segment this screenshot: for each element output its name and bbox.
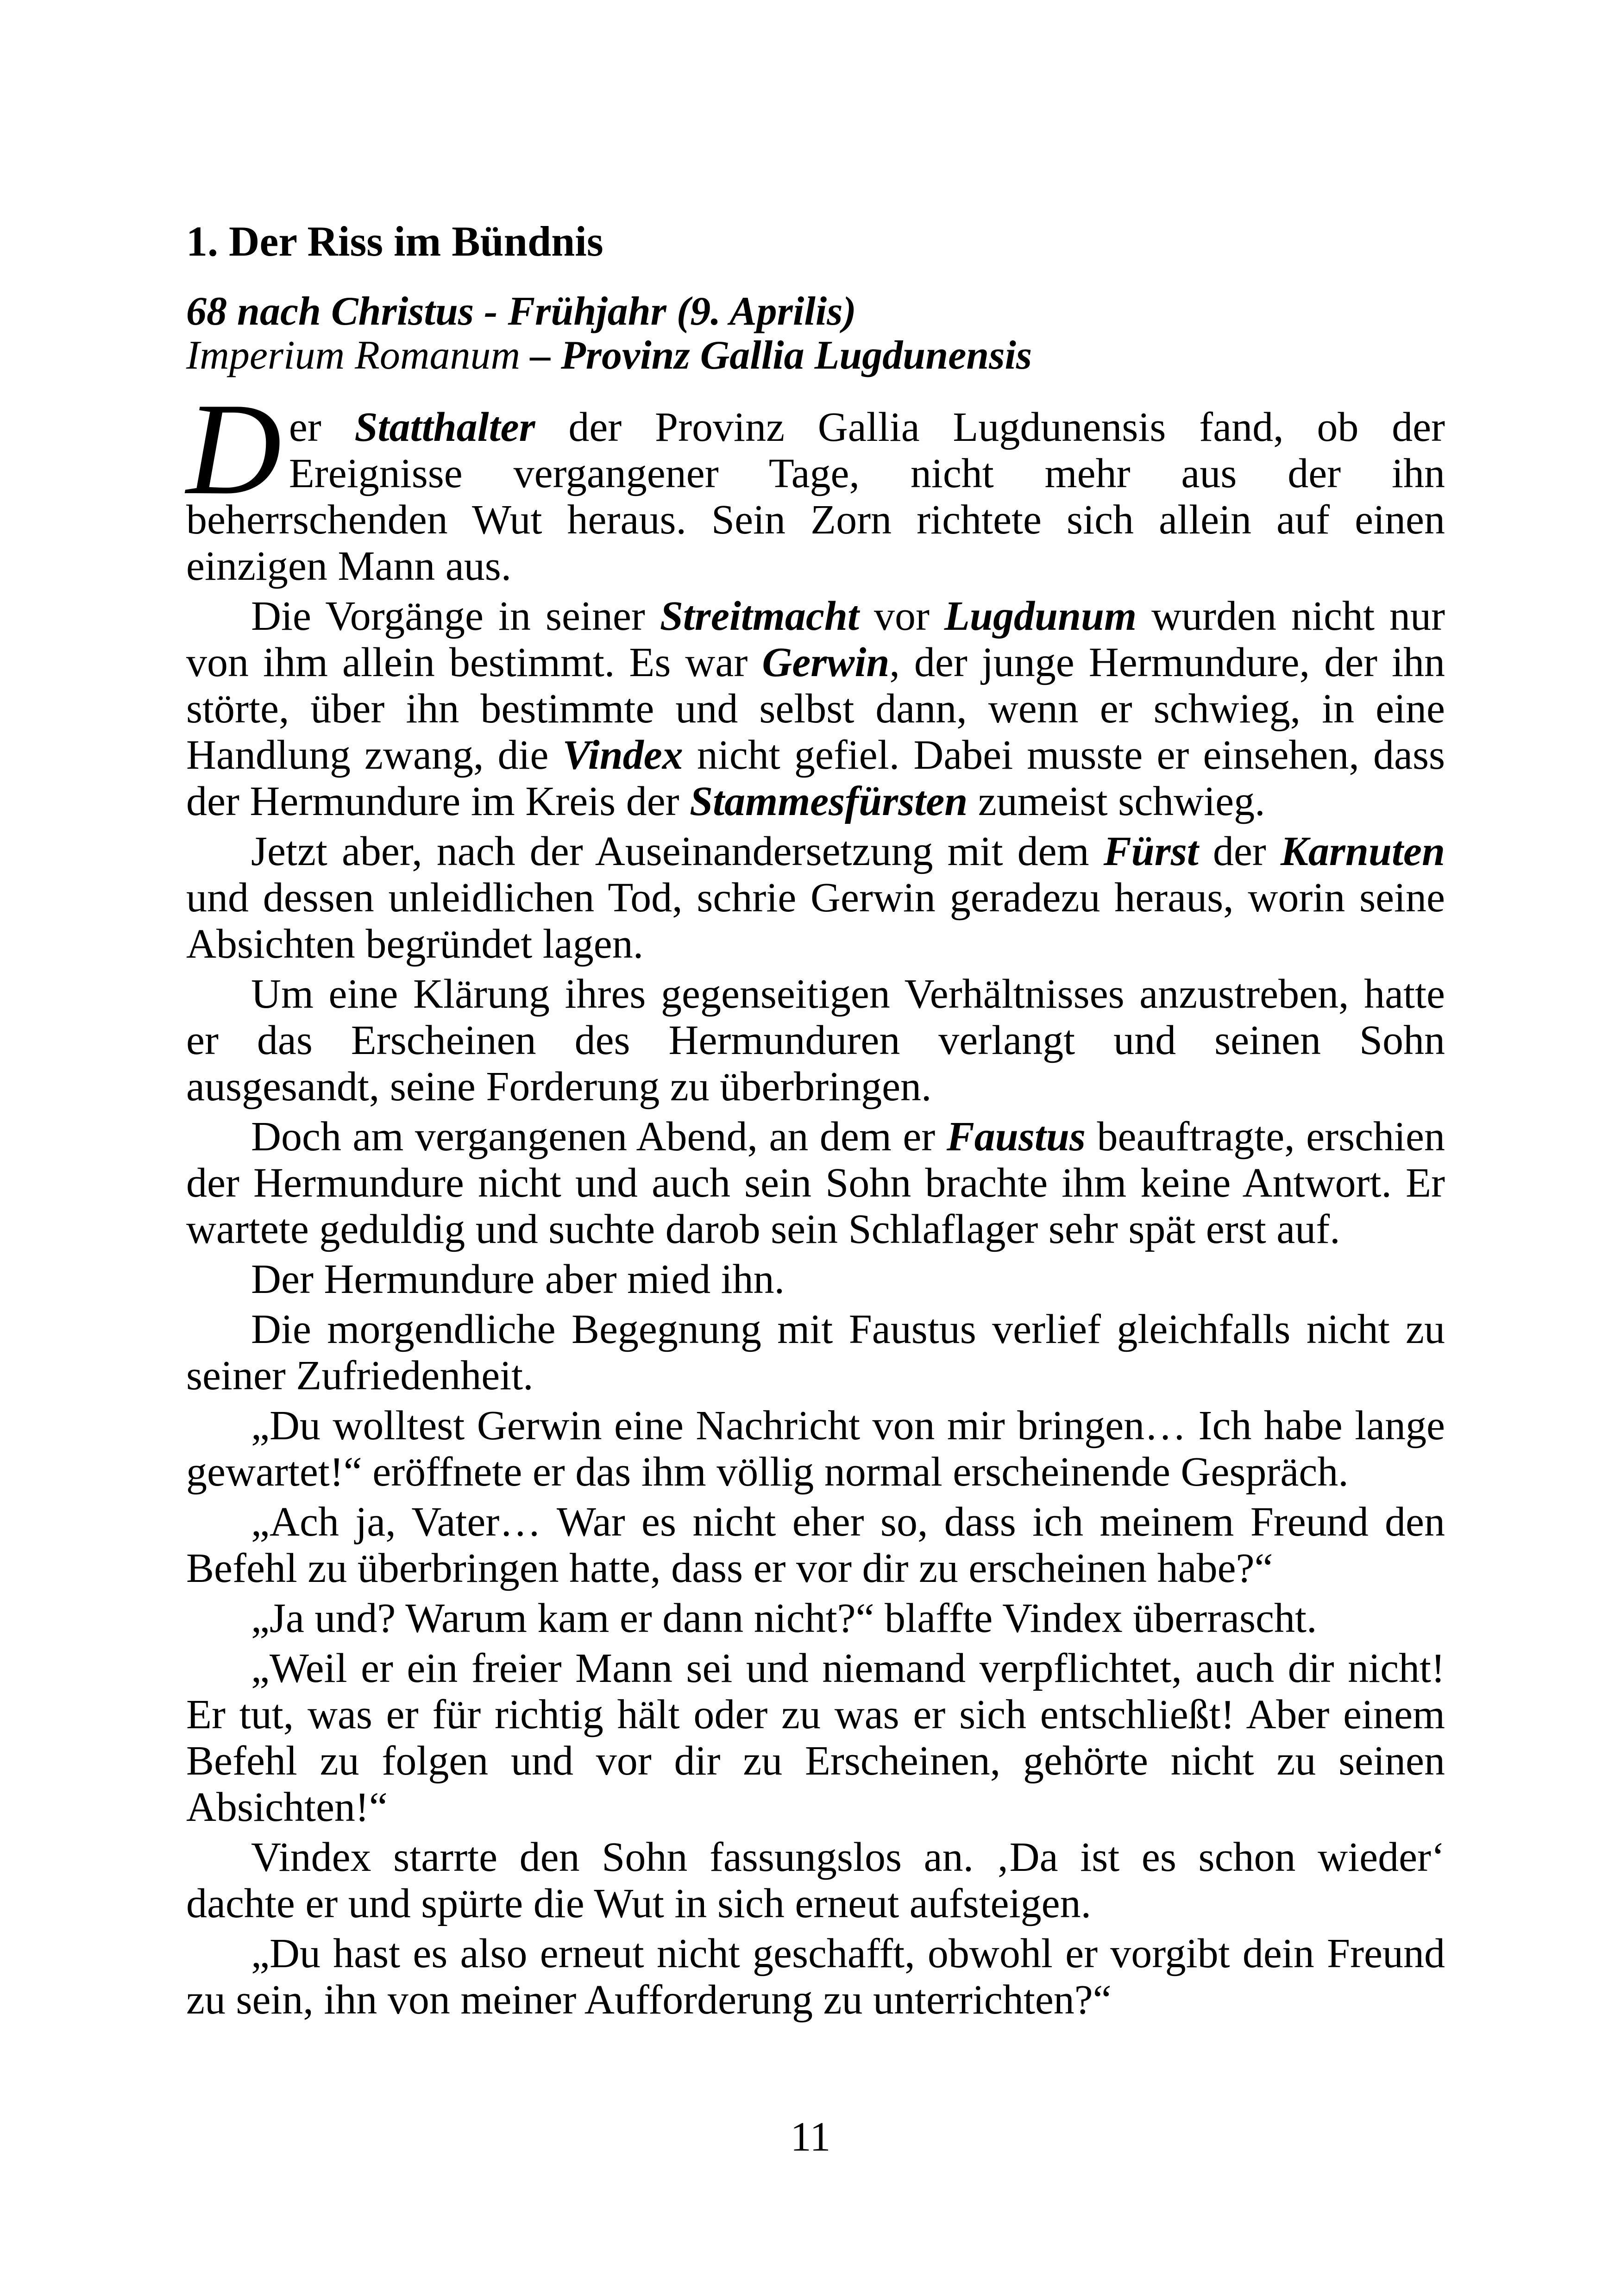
text-segment: wartete geduldig und suchte darob sein Schlaflager sehr spät erst auf. xyxy=(186,1206,1340,1252)
paragraph xyxy=(186,971,1445,1110)
text-line xyxy=(186,1449,1445,1495)
text-line xyxy=(186,1931,1445,1977)
text-segment: Jetzt aber, nach der Auseinandersetzung mit dem xyxy=(251,828,1104,874)
subtitle-place-regular: Imperium Romanum xyxy=(186,333,521,378)
text-segment: Die morgendliche Begegnung mit Faustus verlief gleichfalls nicht zu xyxy=(251,1306,1445,1352)
text-segment: Befehl zu überbringen hatte, dass er vor dir zu erscheinen habe?“ xyxy=(186,1545,1273,1591)
emphasized-text: Faustus xyxy=(946,1114,1086,1160)
text-line xyxy=(186,1881,1445,1927)
text-segment: der Hermundure nicht und auch sein Sohn brachte ihm keine Antwort. Er xyxy=(186,1160,1445,1206)
text-segment: ausgesandt, seine Forderung zu überbringen. xyxy=(186,1064,932,1110)
text-line xyxy=(186,1499,1445,1545)
text-segment: Vindex starrte den Sohn fassungslos an. ‚Da ist es schon wieder‘ xyxy=(251,1834,1445,1880)
text-line xyxy=(186,875,1445,921)
emphasized-text: Statthalter xyxy=(354,404,535,450)
text-segment: Befehl zu folgen und vor dir zu Erscheinen, gehörte nicht zu seinen xyxy=(186,1738,1445,1784)
emphasized-text: Gerwin xyxy=(762,640,890,685)
text-segment: beauftragte, erschien xyxy=(1085,1114,1445,1160)
text-line xyxy=(186,1977,1445,2023)
emphasized-text: Stammesfürsten xyxy=(690,778,968,824)
emphasized-text: Streitmacht xyxy=(660,593,859,639)
text-segment: der Hermundure im Kreis der xyxy=(186,778,690,824)
text-line xyxy=(186,1738,1445,1784)
emphasized-text: Vindex xyxy=(562,732,683,778)
text-line xyxy=(186,828,1445,875)
text-segment: einzigen Mann aus. xyxy=(186,543,512,589)
text-segment: seiner Zufriedenheit. xyxy=(186,1353,534,1399)
text-line xyxy=(186,640,1445,686)
subtitle-line-date: 68 nach Christus - Frühjahr (9. Aprilis) xyxy=(186,289,856,334)
text-segment: nicht gefiel. Dabei musste er einsehen, dass xyxy=(683,732,1445,778)
drop-cap-letter: D xyxy=(186,376,282,522)
text-segment: „Ach ja, Vater… War es nicht eher so, dass ich meinem Freund den xyxy=(251,1499,1445,1545)
text-line xyxy=(186,497,1445,543)
emphasized-text: Fürst xyxy=(1103,828,1199,874)
text-line xyxy=(186,1545,1445,1592)
text-line xyxy=(186,971,1445,1017)
text-segment: der xyxy=(1198,828,1281,874)
paragraph xyxy=(186,1499,1445,1592)
text-line xyxy=(186,1206,1445,1253)
text-line xyxy=(186,593,1445,640)
text-line xyxy=(186,1645,1445,1692)
text-segment: Um eine Klärung ihres gegenseitigen Verhältnisses anzustreben, hatte xyxy=(251,971,1445,1017)
text-segment: Er tut, was er für richtig hält oder zu was er sich entschließt! Aber einem xyxy=(186,1692,1445,1738)
chapter-title: 1. Der Riss im Bündnis xyxy=(186,218,603,265)
paragraph xyxy=(186,1931,1445,2023)
text-line xyxy=(186,1256,1445,1303)
text-line xyxy=(186,1692,1445,1738)
text-line xyxy=(186,1834,1445,1881)
text-line xyxy=(186,451,1445,497)
text-segment: Doch am vergangenen Abend, an dem er xyxy=(251,1114,947,1160)
paragraph xyxy=(186,1306,1445,1399)
text-segment: „Du wolltest Gerwin eine Nachricht von mir bringen… Ich habe lange xyxy=(251,1403,1445,1449)
text-segment: Der Hermundure aber mied ihn. xyxy=(251,1256,785,1302)
text-line xyxy=(186,543,1445,590)
paragraph xyxy=(186,376,1445,590)
text-segment: störte, über ihn bestimmte und selbst dann, wenn er schwieg, in eine xyxy=(186,686,1445,732)
text-segment: „Ja und? Warum kam er dann nicht?“ blaffte Vindex überrascht. xyxy=(251,1595,1317,1641)
text-line xyxy=(186,686,1445,732)
text-segment: Handlung zwang, die xyxy=(186,732,563,778)
text-line xyxy=(186,778,1445,825)
paragraph xyxy=(186,1645,1445,1831)
paragraph xyxy=(186,828,1445,967)
text-line xyxy=(186,1403,1445,1449)
text-line xyxy=(186,1064,1445,1110)
text-segment: Absichten!“ xyxy=(186,1784,388,1830)
text-segment: „Du hast es also erneut nicht geschafft, obwohl er vorgibt dein Freund xyxy=(251,1931,1445,1976)
text-line xyxy=(186,1017,1445,1064)
text-segment: zumeist schwieg. xyxy=(968,778,1265,824)
text-line xyxy=(186,1160,1445,1206)
paragraph xyxy=(186,1114,1445,1253)
page-number: 11 xyxy=(790,2114,831,2160)
text-segment: „Weil er ein freier Mann sei und niemand verpflichtet, auch dir nicht! xyxy=(251,1645,1445,1691)
text-line xyxy=(186,404,1445,451)
subtitle-line-place xyxy=(186,333,1445,377)
text-line xyxy=(186,1114,1445,1160)
text-line xyxy=(186,1595,1445,1642)
text-line xyxy=(186,921,1445,967)
text-line xyxy=(186,1306,1445,1353)
emphasized-text: Karnuten xyxy=(1280,828,1445,874)
text-segment: von ihm allein bestimmt. Es war xyxy=(186,640,762,685)
emphasized-text: Lugdunum xyxy=(944,593,1137,639)
paragraph xyxy=(186,1403,1445,1495)
paragraph xyxy=(186,593,1445,825)
paragraph xyxy=(186,1595,1445,1642)
text-segment: Absichten begründet lagen. xyxy=(186,921,644,967)
text-segment: dachte er und spürte die Wut in sich erneut aufsteigen. xyxy=(186,1881,1092,1926)
body-text xyxy=(186,376,1445,2023)
text-line xyxy=(186,1353,1445,1399)
chapter-subtitle xyxy=(186,289,1445,377)
text-segment: Die Vorgänge in seiner xyxy=(251,593,660,639)
text-segment: der Provinz Gallia Lugdunensis fand, ob der xyxy=(535,404,1445,450)
text-segment: er das Erscheinen des Hermunduren verlangt und seinen Sohn xyxy=(186,1017,1445,1063)
subtitle-place-bold: – Provinz Gallia Lugdunensis xyxy=(520,333,1032,378)
text-segment: Ereignisse vergangener Tage, nicht mehr aus der ihn xyxy=(289,451,1445,496)
text-segment: wurden nicht nur xyxy=(1137,593,1445,639)
text-segment: gewartet!“ eröffnete er das ihm völlig normal erscheinende Gespräch. xyxy=(186,1449,1349,1495)
paragraph xyxy=(186,1834,1445,1927)
text-segment: , der junge Hermundure, der ihn xyxy=(889,640,1445,685)
text-line xyxy=(186,1784,1445,1831)
text-block xyxy=(186,0,1445,2023)
text-line xyxy=(186,732,1445,778)
paragraph xyxy=(186,1256,1445,1303)
text-segment: beherrschenden Wut heraus. Sein Zorn richtete sich allein auf einen xyxy=(186,497,1445,543)
text-segment: vor xyxy=(859,593,944,639)
text-segment: zu sein, ihn von meiner Aufforderung zu unterrichten?“ xyxy=(186,1977,1112,2023)
text-segment: und dessen unleidlichen Tod, schrie Gerwin geradezu heraus, worin seine xyxy=(186,875,1445,921)
text-segment: er xyxy=(289,404,355,450)
